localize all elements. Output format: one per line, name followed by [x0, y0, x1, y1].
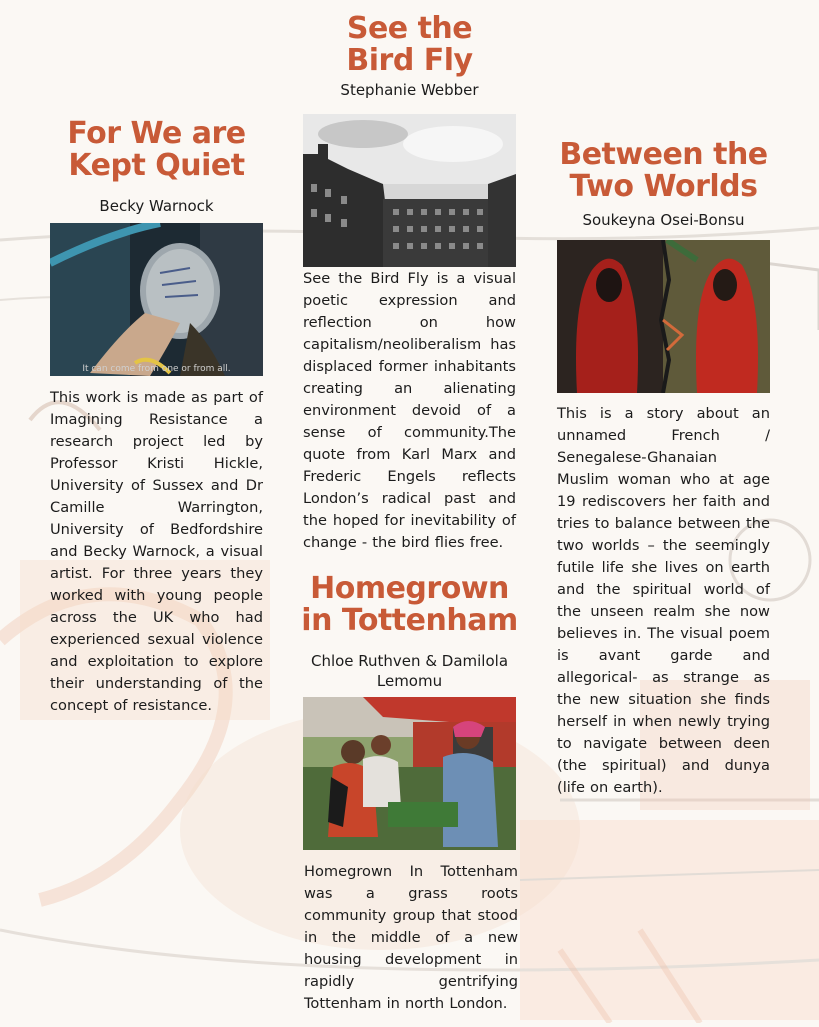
piece-image-bird-fly	[303, 114, 516, 267]
piece-between-the-two-worlds	[546, 139, 781, 230]
piece-title: Homegrown in Tottenham	[301, 571, 518, 638]
piece-image-kept-quiet	[50, 223, 263, 376]
piece-for-we-are-kept-quiet	[49, 118, 264, 216]
piece-description: Homegrown In Tottenham was a grass roots community group that stood in the middle of a new housing development in rapidly gentrifying Tottenham in north London.	[304, 863, 518, 1012]
piece-title: Between the Two Worlds	[559, 137, 768, 204]
piece-see-the-bird-fly	[303, 13, 516, 100]
image-caption: It can come from one or from all.	[82, 364, 231, 374]
piece-author: Stephanie Webber	[340, 81, 479, 99]
piece-image-two-worlds	[557, 240, 770, 393]
piece-title: For We are Kept Quiet	[67, 116, 246, 183]
piece-description: This work is made as part of Imagining Resistance a research project led by Professor Kristi Hickle, University of Sussex and Dr Camille Warrington, University of Bedfordshire and Becky Warnock, a visual artist. For three years they worked with young people across the UK who had experienced sexual violence and exploitation to explore their understanding of the concept of resistance.	[50, 389, 263, 714]
piece-author: Soukeyna Osei-Bonsu	[582, 211, 745, 229]
piece-title: See the Bird Fly	[346, 11, 473, 78]
piece-author: Becky Warnock	[99, 197, 214, 215]
piece-description: This is a story about an unnamed French / Senegalese-Ghanaian Muslim woman who at age 19 rediscovers her faith and tries to balance between the two worlds – the seemingly futile life she lives on earth and the spiritual world of the unseen realm she now believes in. The visual poem is avant garde and allegorical- as strange as the new situation she finds herself in when newly trying to navigate between deen (the spiritual) and dunya (life on earth).	[557, 405, 770, 796]
piece-description: See the Bird Fly is a visual poetic expression and reflection on how capitalism/neoliberalism has displaced former inhabitants creating an alienating environment devoid of a sense of community.The quote from Karl Marx and Frederic Engels reflects London’s radical past and the hoped for inevitability of change - the bird flies free.	[303, 270, 516, 551]
piece-homegrown-in-tottenham	[296, 573, 523, 691]
piece-author: Chloe Ruthven & Damilola Lemomu	[310, 652, 509, 690]
piece-image-homegrown	[303, 697, 516, 850]
